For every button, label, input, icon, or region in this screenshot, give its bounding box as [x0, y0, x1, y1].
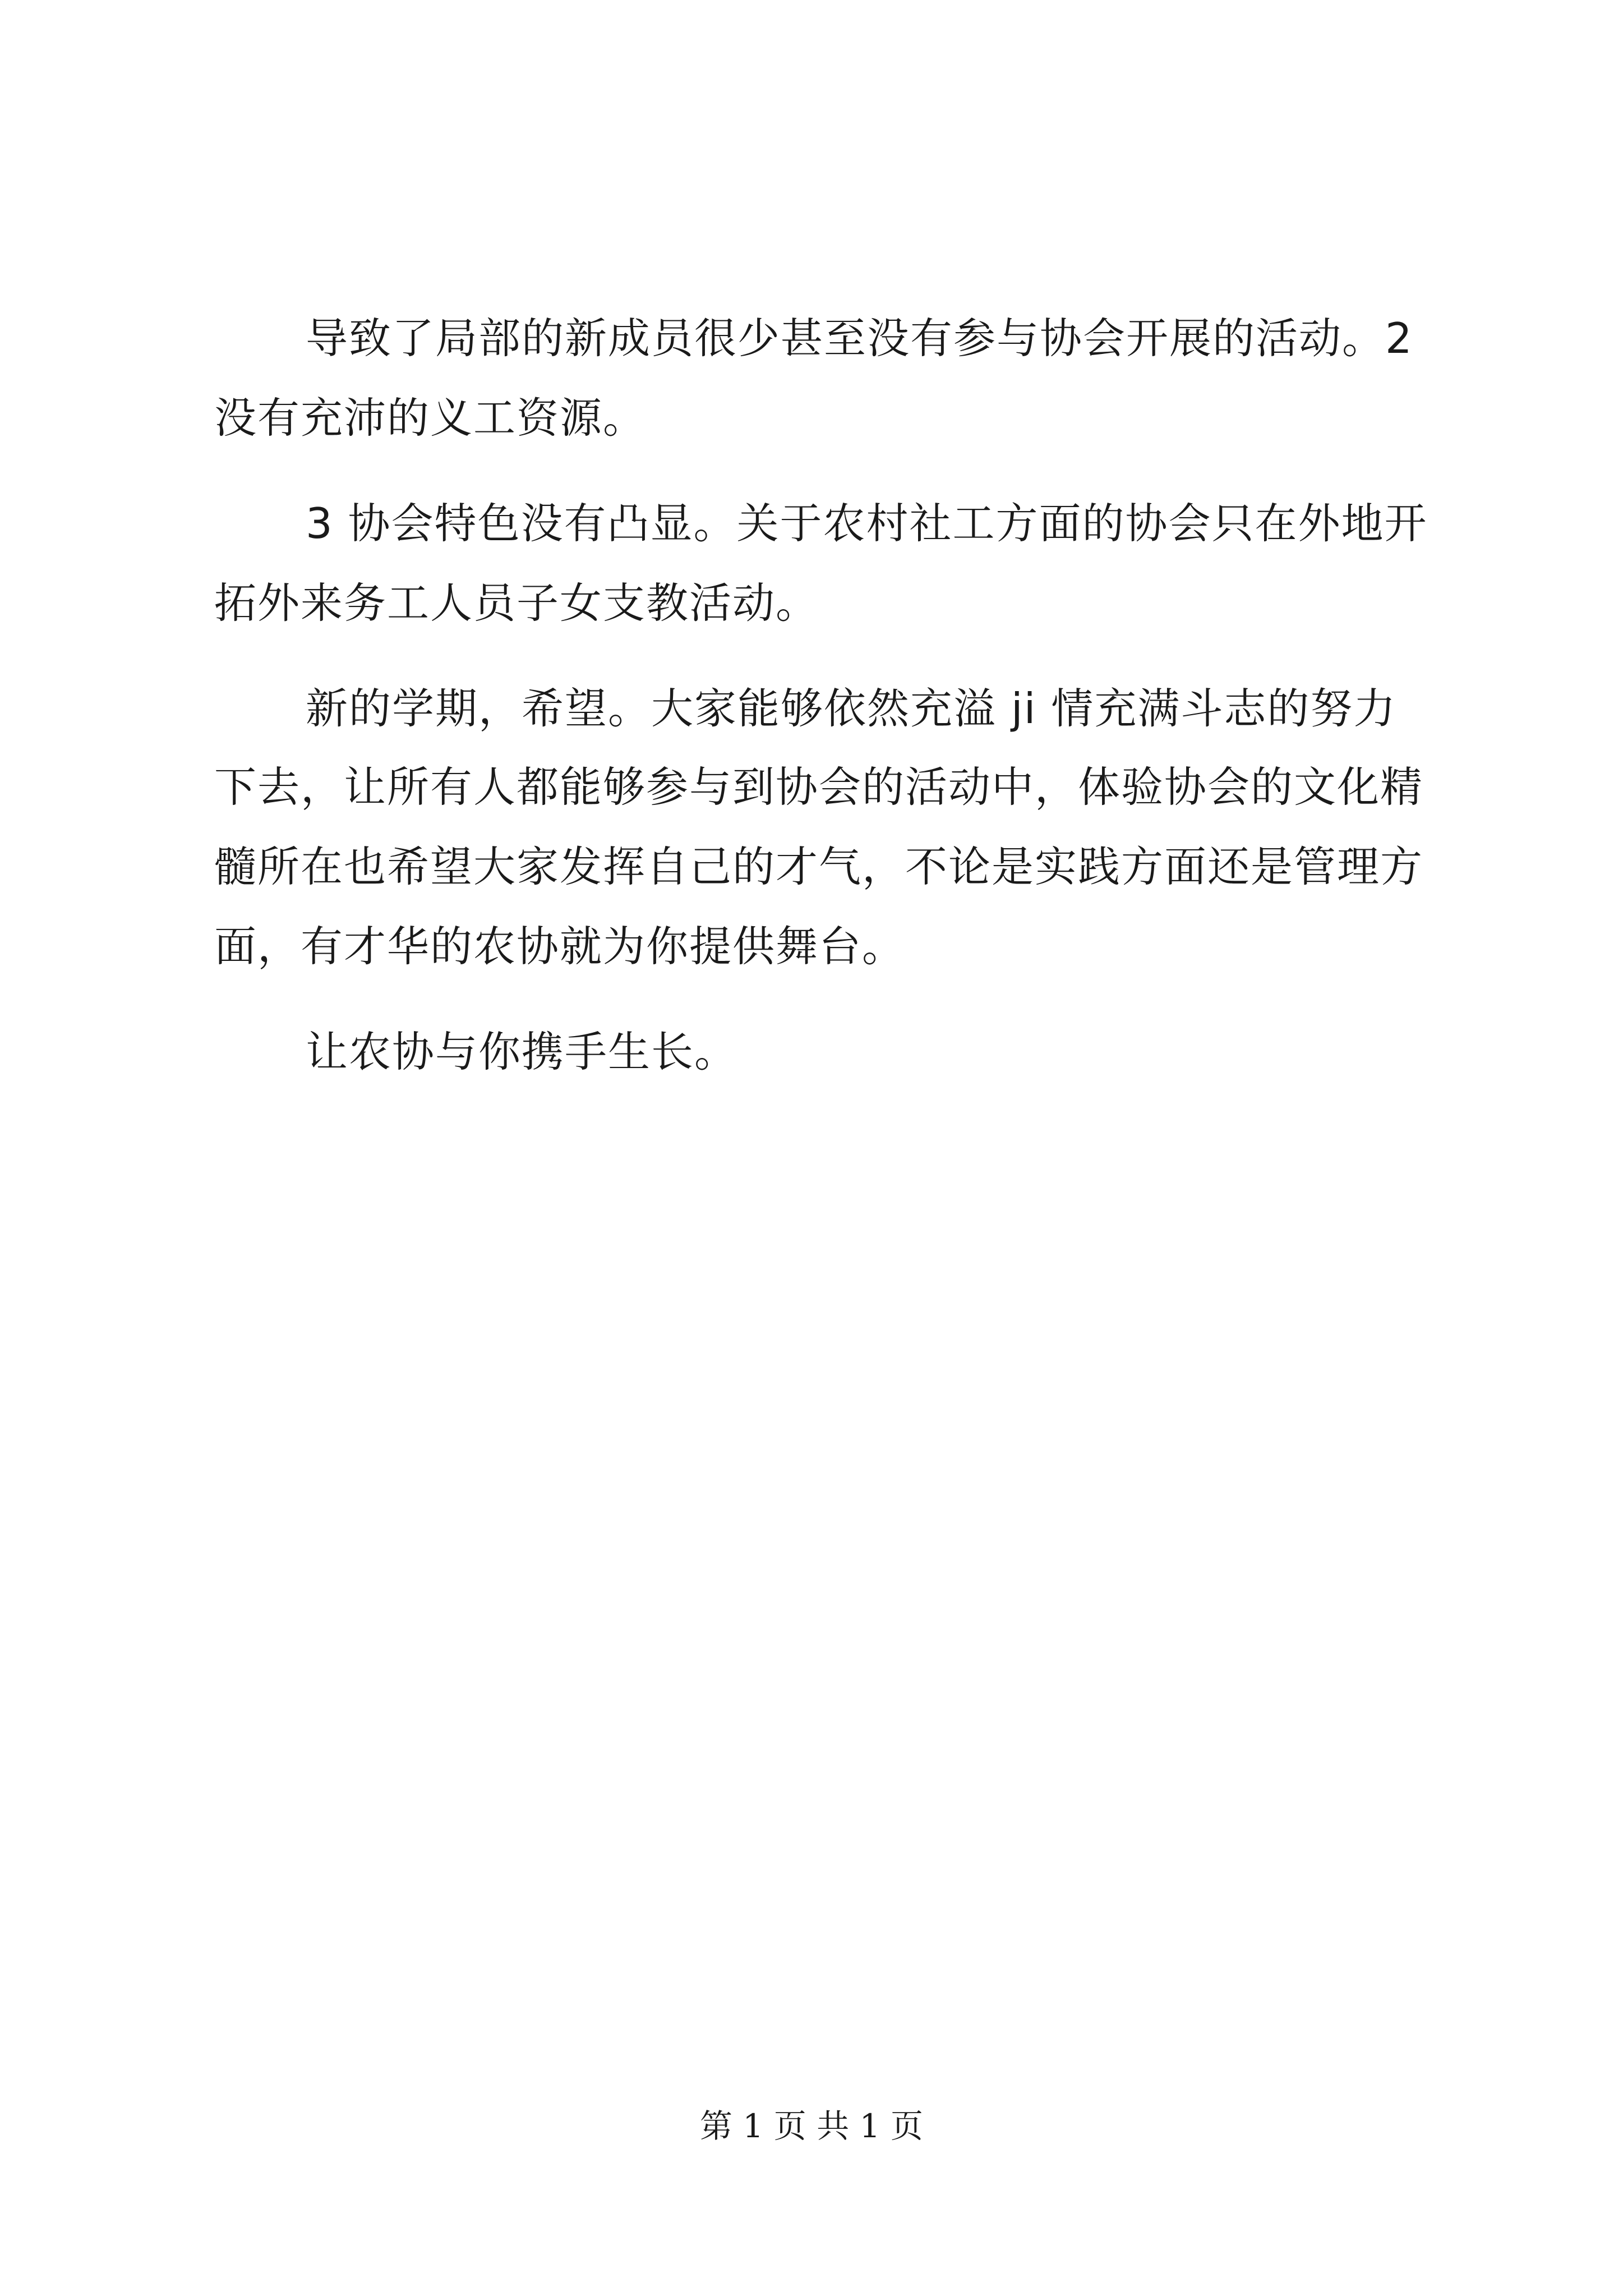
paragraph-line: 让农协与你携手生长。 — [306, 1027, 738, 1076]
paragraph-line: 下去，让所有人都能够参与到协会的活动中，体验协会的文化精 — [214, 762, 1424, 812]
paragraph-line: 面，有才华的农协就为你提供舞台。 — [214, 922, 906, 971]
paragraph-line: 导致了局部的新成员很少甚至没有参与协会开展的活动。2 — [306, 314, 1413, 363]
page-number-footer: 第 1 页 共 1 页 — [700, 2107, 923, 2145]
paragraph-line: 拓外来务工人员子女支教活动。 — [214, 578, 819, 628]
paragraph-line: 没有充沛的义工资源。 — [214, 393, 647, 443]
paragraph-line: 3 协会特色没有凸显。关于农村社工方面的协会只在外地开 — [306, 499, 1428, 548]
paragraph-line: 新的学期，希望。大家能够依然充溢 ji 情充满斗志的努力 — [306, 684, 1397, 733]
paragraph-line: 髓所在也希望大家发挥自己的才气，不论是实践方面还是管理方 — [214, 842, 1424, 891]
